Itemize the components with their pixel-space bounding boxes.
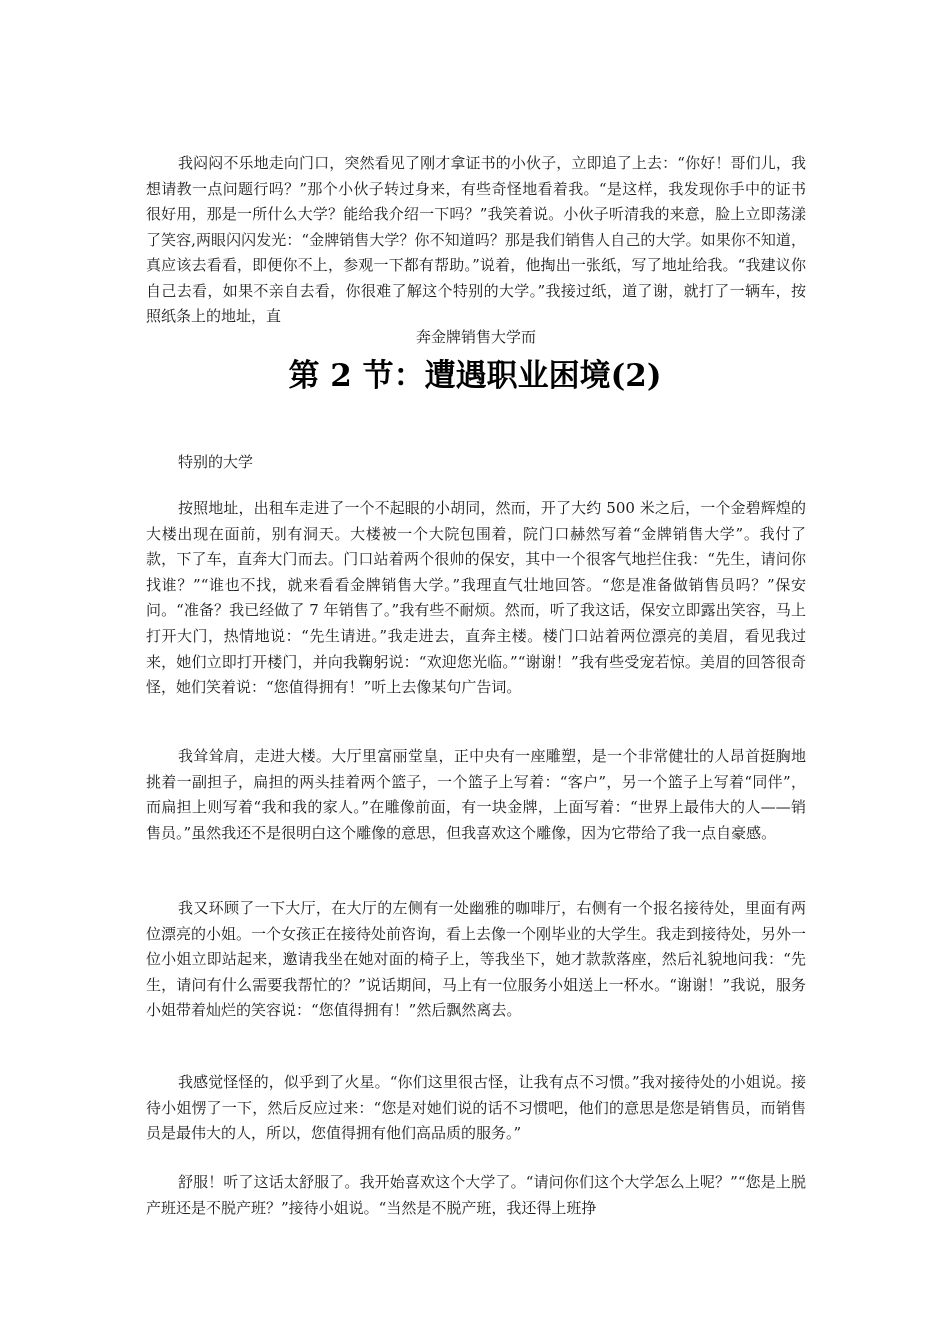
body-paragraph-2: 我耸耸肩，走进大楼。大厅里富丽堂皇，正中央有一座雕塑，是一个非常健壮的人昂首挺胸地挑着一副担子，扁担的两头挂着两个篮子，一个篮子上写着：“客户”，另一个篮子上写着“同伴”，而扁担上则写着“我和我的家人。”在雕像前面，有一块金牌，上面写着：“世界上最伟大的人——销售员。”虽然我还不是很明白这个雕像的意思，但我喜欢这个雕像，因为它带给了我一点自豪感。 — [146, 747, 806, 842]
section-subheading: 特别的大学 — [178, 453, 254, 471]
intro-paragraph: 我闷闷不乐地走向门口，突然看见了刚才拿证书的小伙子，立即追了上去：“你好！哥们儿，我想请教一点问题行吗？”那个小伙子转过身来，有些奇怪地看着我。“是这样，我发现你手中的证书很好用，那是一所什么大学？能给我介绍一下吗？”我笑着说。小伙子听清我的来意，脸上立即荡漾了笑容,两眼闪闪发光：“金牌销售大学？你不知道吗？那是我们销售人自己的大学。如果你不知道，真应该去看看，即便你不上，参观一下都有帮助。”说着，他掏出一张纸，写了地址给我。“我建议你自己去看，如果不亲自去看，你很难了解这个特别的大学。”我接过纸，道了谢，就打了一辆车，按照纸条上的地址，直 — [146, 154, 806, 325]
body-paragraph-4: 我感觉怪怪的，似乎到了火星。“你们这里很古怪，让我有点不习惯。”我对接待处的小姐说。接待小姐愣了一下，然后反应过来：“您是对她们说的话不习惯吧，他们的意思是您是销售员，而销售员是最伟大的人，所以，您值得拥有他们高品质的服务。” — [146, 1073, 806, 1143]
intro-paragraph-tail: 奔金牌销售大学而 — [415, 328, 536, 346]
body-paragraph-3: 我又环顾了一下大厅，在大厅的左侧有一处幽雅的咖啡厅，右侧有一个报名接待处，里面有两位漂亮的小姐。一个女孩正在接待处前咨询，看上去像一个刚毕业的大学生。我走到接待处，另外一位小姐立即站起来，邀请我坐在她对面的椅子上，等我坐下，她才款款落座，然后礼貌地问我：“先生，请问有什么需要我帮忙的？”说话期间，马上有一位服务小姐送上一杯水。“谢谢！”我说，服务小姐带着灿烂的笑容说：“您值得拥有！”然后飘然离去。 — [146, 899, 807, 1020]
body-paragraph-5: 舒服！听了这话太舒服了。我开始喜欢这个大学了。“请问你们这个大学怎么上呢？”“您是上脱产班还是不脱产班？”接待小姐说。“当然是不脱产班，我还得上班挣 — [146, 1173, 806, 1217]
chapter-title: 第 2 节：遭遇职业困境(2) — [288, 358, 662, 394]
body-paragraph-1: 按照地址，出租车走进了一个不起眼的小胡同，然而，开了大约 500 米之后，一个金碧辉煌的大楼出现在面前，别有洞天。大楼被一个大院包围着，院门口赫然写着“金牌销售大学”。我付了款，下了车，直奔大门而去。门口站着两个很帅的保安，其中一个很客气地拦住我：“先生，请问你找谁？”“谁也不找，就来看看金牌销售大学。”我理直气壮地回答。“您是准备做销售员吗？”保安问。“准备？我已经做了 7 年销售了。”我有些不耐烦。然而，听了我这话，保安立即露出笑容，马上打开大门，热情地说：“先生请进。”我走进去，直奔主楼。楼门口站着两位漂亮的美眉，看见我过来，她们立即打开楼门，并向我鞠躬说：“欢迎您光临。”“谢谢！”我有些受宠若惊。美眉的回答很奇怪，她们笑着说：“您值得拥有！”听上去像某句广告词。 — [146, 499, 806, 697]
